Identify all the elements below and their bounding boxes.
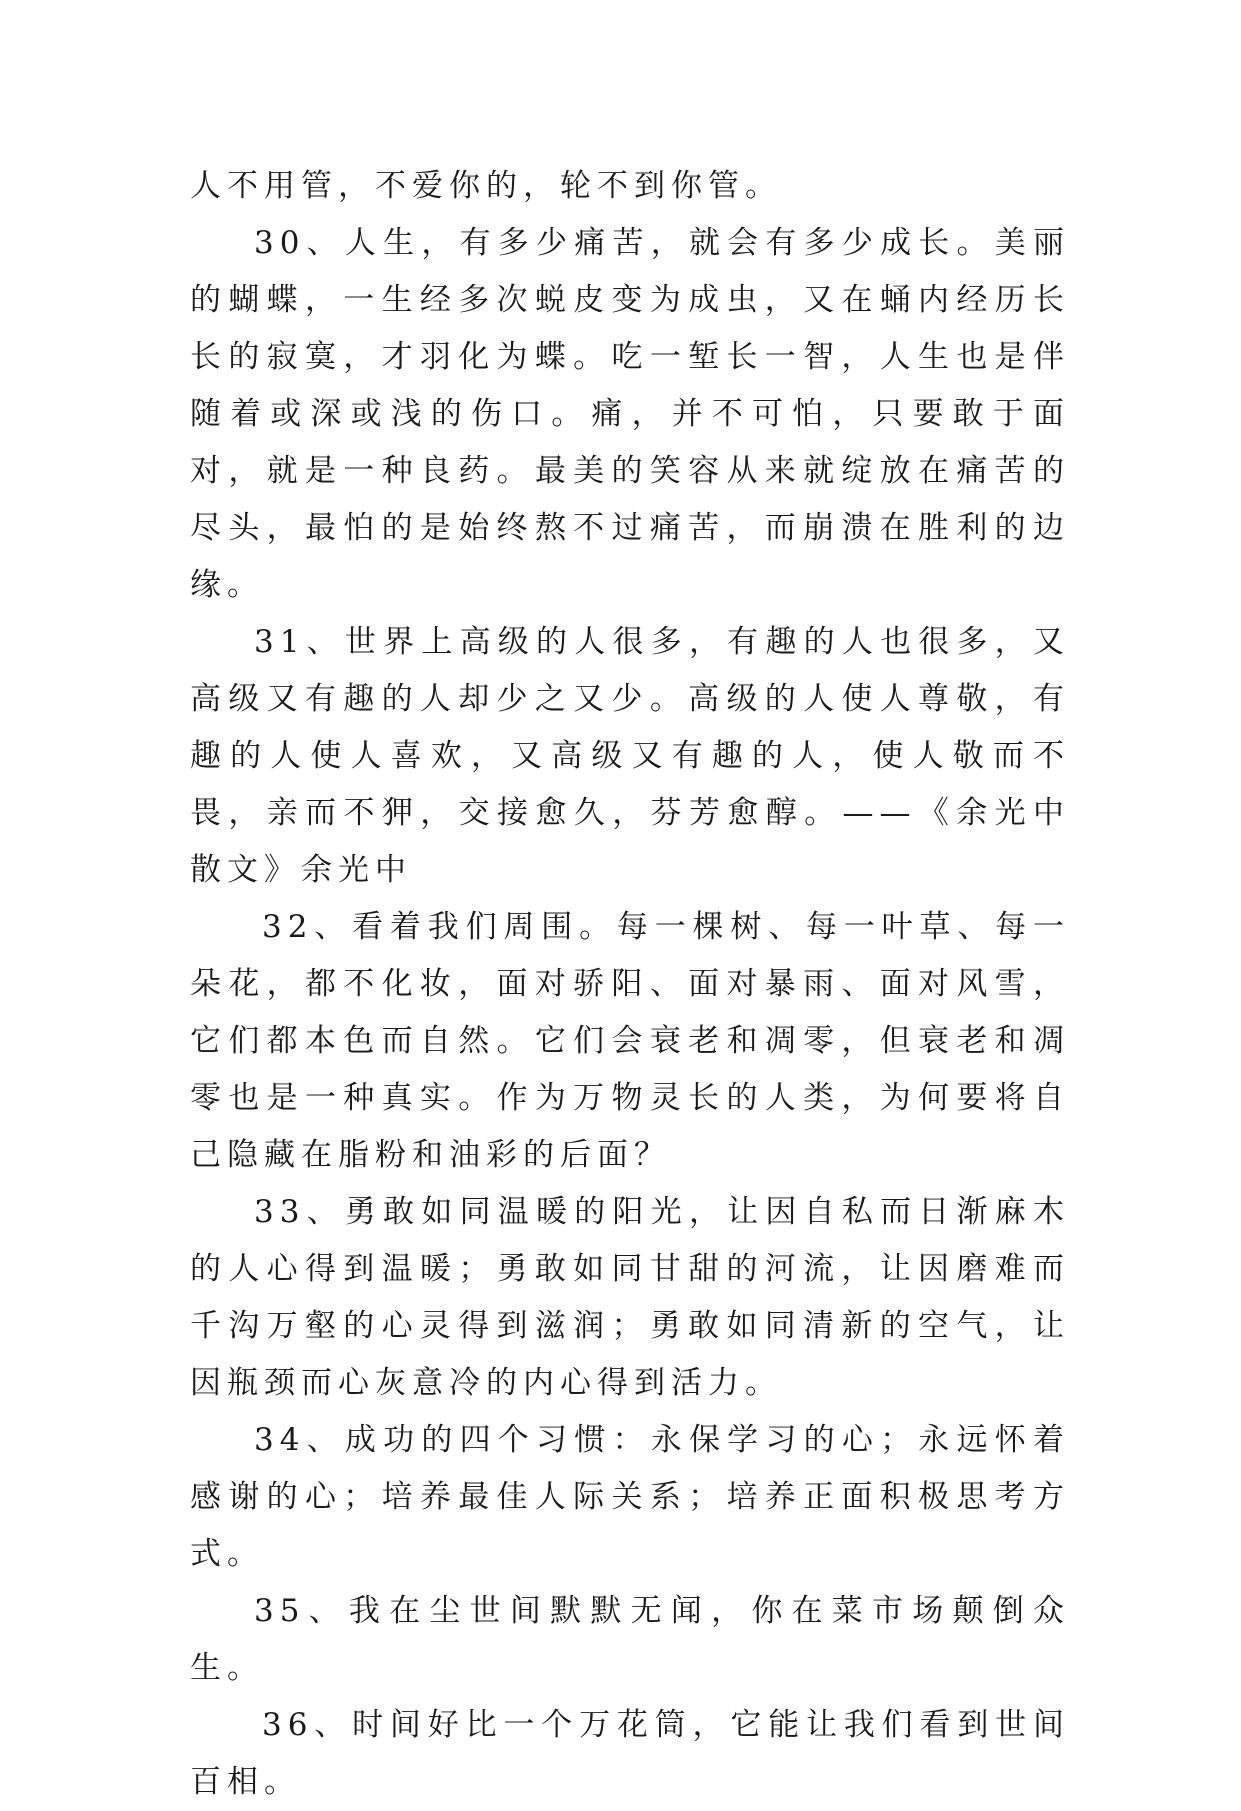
paragraph-36: 36、时间好比一个万花筒，它能让我们看到世间百相。 (190, 1707, 1070, 1800)
paragraph-continuation: 人不用管，不爱你的，轮不到你管。 (190, 168, 782, 204)
paragraph-35: 35、我在尘世间默默无闻，你在菜市场颠倒众生。 (190, 1593, 1070, 1686)
paragraph-34: 34、成功的四个习惯：永保学习的心；永远怀着感谢的心；培养最佳人际关系；培养正面积极思考方式。 (190, 1422, 1070, 1572)
paragraph-30: 30、人生，有多少痛苦，就会有多少成长。美丽的蝴蝶，一生经多次蜕皮变为成虫，又在蛹内经历长长的寂寞，才羽化为蝶。吃一堑长一智，人生也是伴随着或深或浅的伤口。痛，并不可怕，只要敢于面对，就是一种良药。最美的笑容从来就绽放在痛苦的尽头，最怕的是始终熬不过痛苦，而崩溃在胜利的边缘。 (190, 225, 1070, 603)
paragraph-33: 33、勇敢如同温暖的阳光，让因自私而日渐麻木的人心得到温暖；勇敢如同甘甜的河流，让因磨难而千沟万壑的心灵得到滋润；勇敢如同清新的空气，让因瓶颈而心灰意冷的内心得到活力。 (190, 1194, 1070, 1401)
paragraph-31: 31、世界上高级的人很多，有趣的人也很多，又高级又有趣的人却少之又少。高级的人使人尊敬，有趣的人使人喜欢，又高级又有趣的人，使人敬而不畏，亲而不狎，交接愈久，芬芳愈醇。——《余光中散文》余光中 (190, 624, 1070, 888)
paragraph-32: 32、看着我们周围。每一棵树、每一叶草、每一朵花，都不化妆，面对骄阳、面对暴雨、面对风雪，它们都本色而自然。它们会衰老和凋零，但衰老和凋零也是一种真实。作为万物灵长的人类，为何要将自己隐藏在脂粉和油彩的后面？ (190, 909, 1070, 1173)
document-body (190, 158, 1070, 1811)
